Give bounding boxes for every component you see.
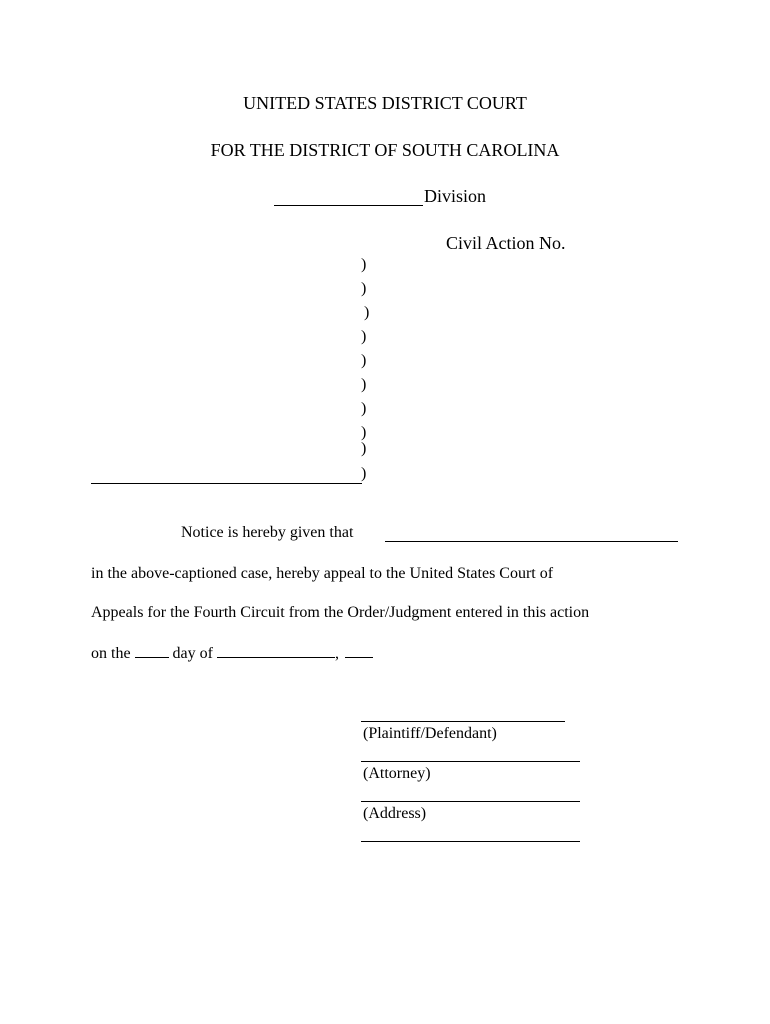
party-label: (Plaintiff/Defendant) xyxy=(363,725,497,742)
date-prefix: on the xyxy=(91,645,131,662)
district-title: FOR THE DISTRICT OF SOUTH CAROLINA xyxy=(210,140,560,160)
caption-paren: ) xyxy=(361,400,367,417)
caption-paren: ) xyxy=(361,440,367,457)
address-line-2[interactable] xyxy=(361,841,580,842)
caption-paren: ) xyxy=(361,376,367,393)
caption-paren: ) xyxy=(361,465,367,482)
division-blank-line[interactable] xyxy=(274,205,423,206)
caption-paren: ) xyxy=(361,424,367,441)
date-line xyxy=(91,645,377,663)
month-blank[interactable] xyxy=(217,656,335,658)
attorney-label: (Attorney) xyxy=(363,765,431,782)
caption-paren: ) xyxy=(364,304,370,321)
year-blank[interactable] xyxy=(345,656,373,658)
notice-line-3: Appeals for the Fourth Circuit from the Order/Judgment entered in this action xyxy=(91,604,590,621)
address-label: (Address) xyxy=(363,805,427,822)
appellant-name-blank-line[interactable] xyxy=(385,541,678,542)
notice-lead-text: Notice is hereby given that xyxy=(181,524,354,541)
party-signature-line[interactable] xyxy=(361,721,565,722)
division-label: Division xyxy=(424,186,487,206)
civil-action-label: Civil Action No. xyxy=(446,233,566,253)
caption-paren: ) xyxy=(361,280,367,297)
caption-paren: ) xyxy=(361,352,367,369)
day-blank[interactable] xyxy=(135,656,169,658)
caption-paren: ) xyxy=(361,328,367,345)
attorney-signature-line[interactable] xyxy=(361,761,580,762)
date-comma: , xyxy=(334,645,339,662)
notice-line-2: in the above-captioned case, hereby appeal to the United States Court of xyxy=(91,565,554,582)
date-day-of: day of xyxy=(172,645,213,662)
address-line[interactable] xyxy=(361,801,580,802)
caption-paren: ) xyxy=(361,256,367,273)
party-name-blank-line[interactable] xyxy=(91,483,362,484)
court-title: UNITED STATES DISTRICT COURT xyxy=(243,93,527,113)
